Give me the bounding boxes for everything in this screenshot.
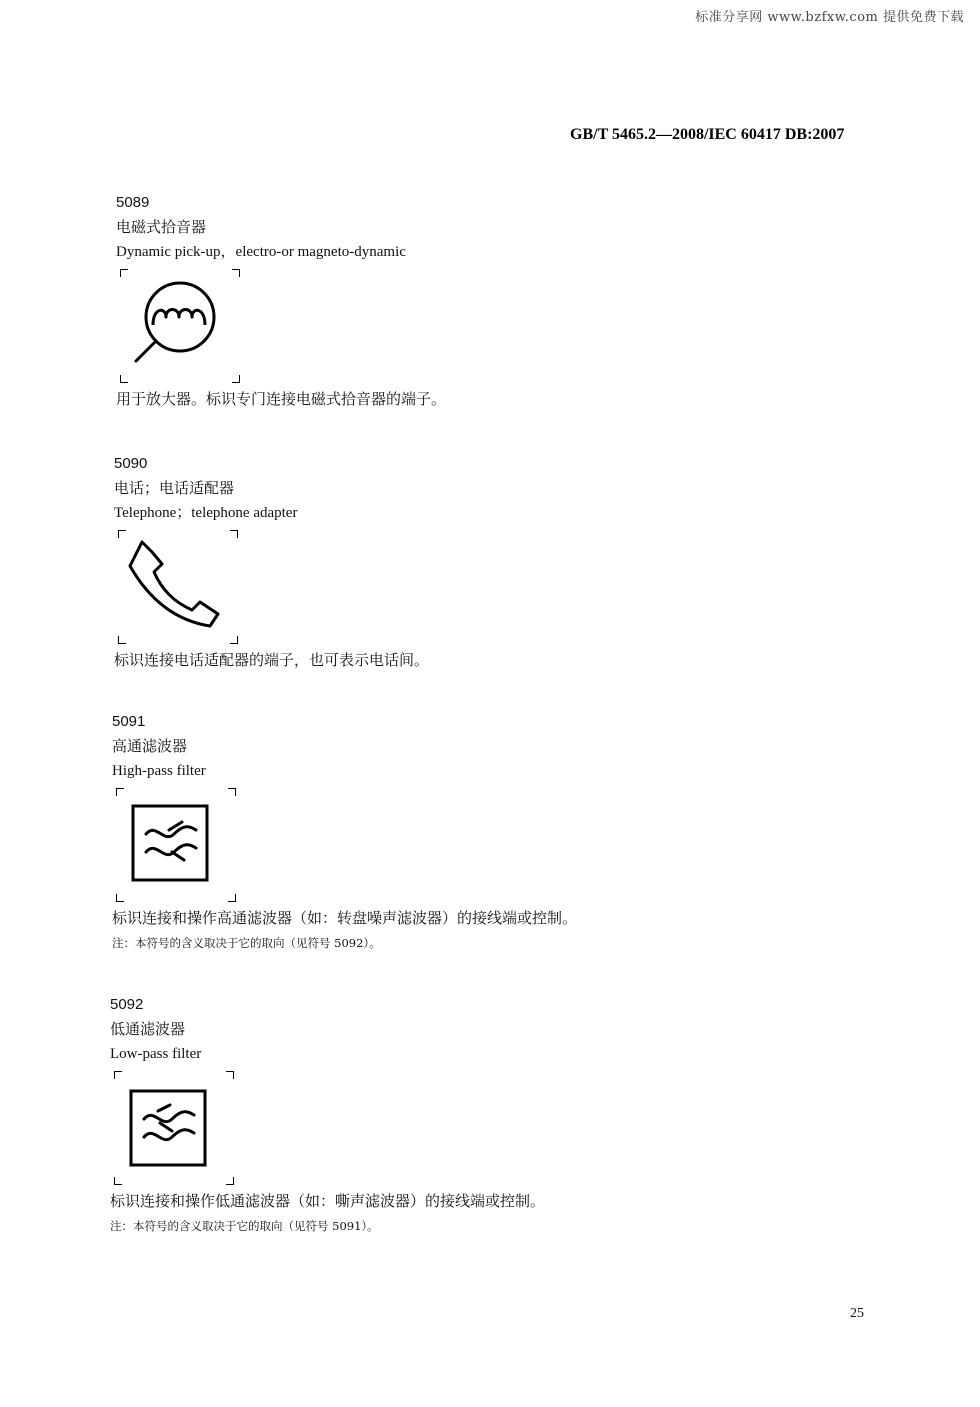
- symbol-entry-5089: [116, 193, 876, 411]
- entry-number: 5089: [116, 194, 150, 211]
- symbol-frame: [112, 786, 236, 904]
- entry-title-en: Dynamic pick-up，electro-or magneto-dynamic: [116, 244, 406, 260]
- entry-title-zh: 低通滤波器: [110, 1020, 186, 1038]
- entry-title-en: Telephone；telephone adapter: [114, 505, 298, 521]
- entry-description: 用于放大器。标识专门连接电磁式拾音器的端子。: [116, 390, 447, 408]
- watermark-text: 标准分享网 www.bzfxw.com 提供免费下载: [695, 10, 964, 25]
- symbol-entry-5090: [114, 454, 874, 672]
- low-pass-filter-icon: [110, 1069, 234, 1187]
- entry-note: 注：本符号的含义取决于它的取向（见符号 5091）。: [110, 1219, 379, 1233]
- symbol-frame: [116, 267, 240, 385]
- symbol-frame: [110, 1069, 234, 1187]
- high-pass-filter-icon: [112, 786, 236, 904]
- telephone-icon: [114, 528, 238, 646]
- page-number: 25: [850, 1306, 864, 1321]
- symbol-frame: [114, 528, 238, 646]
- entry-title-en: High-pass filter: [112, 763, 206, 779]
- document-standard-number: GB/T 5465.2—2008/IEC 60417 DB:2007: [570, 126, 845, 143]
- entry-description: 标识连接和操作高通滤波器（如：转盘噪声滤波器）的接线端或控制。: [112, 909, 578, 927]
- entry-number: 5091: [112, 713, 146, 730]
- entry-description: 标识连接和操作低通滤波器（如：嘶声滤波器）的接线端或控制。: [110, 1192, 546, 1210]
- entry-title-zh: 高通滤波器: [112, 737, 188, 755]
- dynamic-pickup-icon: [116, 267, 240, 385]
- symbol-entry-5092: [110, 995, 870, 1235]
- entry-number: 5090: [114, 455, 148, 472]
- entry-title-zh: 电磁式拾音器: [116, 218, 207, 236]
- entry-title-zh: 电话；电话适配器: [114, 479, 235, 497]
- entry-note: 注：本符号的含义取决于它的取向（见符号 5092）。: [112, 936, 381, 950]
- symbol-entry-5091: [112, 712, 872, 952]
- entry-number: 5092: [110, 996, 144, 1013]
- entry-description: 标识连接电话适配器的端子，也可表示电话间。: [114, 651, 430, 669]
- entry-title-en: Low-pass filter: [110, 1046, 202, 1062]
